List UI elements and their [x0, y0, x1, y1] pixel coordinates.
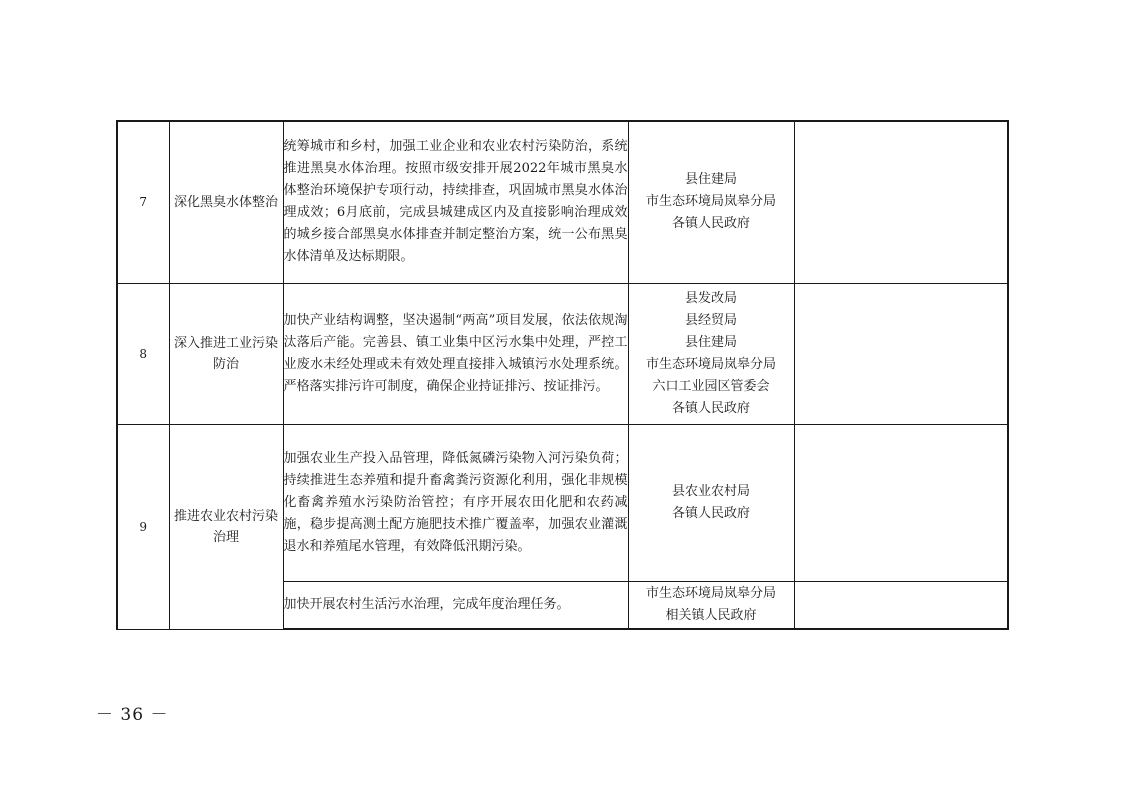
task-measures: 统筹城市和乡村，加强工业企业和农业农村污染防治，系统推进黑臭水体治理。按照市级安排开展2022年城市黑臭水体整治环境保护专项行动，持续排查，巩固城市黑臭水体治理成效；6月底前，完成县城建成区内及直接影响治理成效的城乡接合部黑臭水体排查并制定整治方案，统一公布黑臭水体清单及达标期限。	[283, 121, 628, 283]
notes-cell	[794, 424, 1008, 581]
row-number: 9	[117, 424, 169, 629]
notes-cell	[794, 581, 1008, 629]
page-number: － 36 －	[96, 705, 169, 725]
task-measures: 加快产业结构调整，坚决遏制“两高”项目发展，依法依规淘汰落后产能。完善县、镇工业集中区污水集中处理，严控工业废水未经处理或未有效处理直接排入城镇污水处理系统。严格落实排污许可制度，确保企业持证排污、按证排污。	[283, 283, 628, 424]
department-name: 县农业农村局	[671, 483, 750, 499]
department-name: 县住建局	[684, 172, 737, 188]
task-name: 深化黑臭水体整治	[169, 121, 283, 283]
task-name: 推进农业农村污染治理	[169, 424, 283, 629]
notes-cell	[794, 121, 1008, 283]
department-name: 各镇人民政府	[671, 216, 750, 232]
department-name: 市生态环境局岚皋分局	[645, 356, 776, 372]
task-name: 深入推进工业污染防治	[169, 283, 283, 424]
responsible-departments	[628, 424, 794, 581]
department-name: 县住建局	[684, 334, 737, 350]
task-measures: 加快开展农村生活污水治理，完成年度治理任务。	[283, 581, 628, 629]
notes-cell	[794, 283, 1008, 424]
table-row	[117, 424, 1008, 581]
responsible-departments	[628, 121, 794, 283]
department-name: 各镇人民政府	[671, 505, 750, 521]
table-row	[117, 283, 1008, 424]
responsible-departments	[628, 581, 794, 629]
department-name: 六口工业园区管委会	[652, 378, 770, 394]
department-name: 市生态环境局岚皋分局	[645, 194, 776, 210]
department-name: 各镇人民政府	[671, 400, 750, 416]
row-number: 8	[117, 283, 169, 424]
table-row	[117, 121, 1008, 283]
task-measures: 加强农业生产投入品管理，降低氮磷污染物入河污染负荷；持续推进生态养殖和提升畜禽粪污资源化利用，强化非规模化畜禽养殖水污染防治管控；有序开展农田化肥和农药减施，稳步提高测土配方施肥技术推广覆盖率，加强农业灌溉退水和养殖尾水管理，有效降低汛期污染。	[283, 424, 628, 581]
responsible-departments	[628, 283, 794, 424]
row-number: 7	[117, 121, 169, 283]
task-table	[116, 120, 1009, 630]
department-name: 市生态环境局岚皋分局	[645, 585, 776, 601]
department-name: 相关镇人民政府	[665, 607, 757, 623]
department-name: 县经贸局	[684, 312, 737, 328]
department-name: 县发改局	[684, 290, 737, 306]
